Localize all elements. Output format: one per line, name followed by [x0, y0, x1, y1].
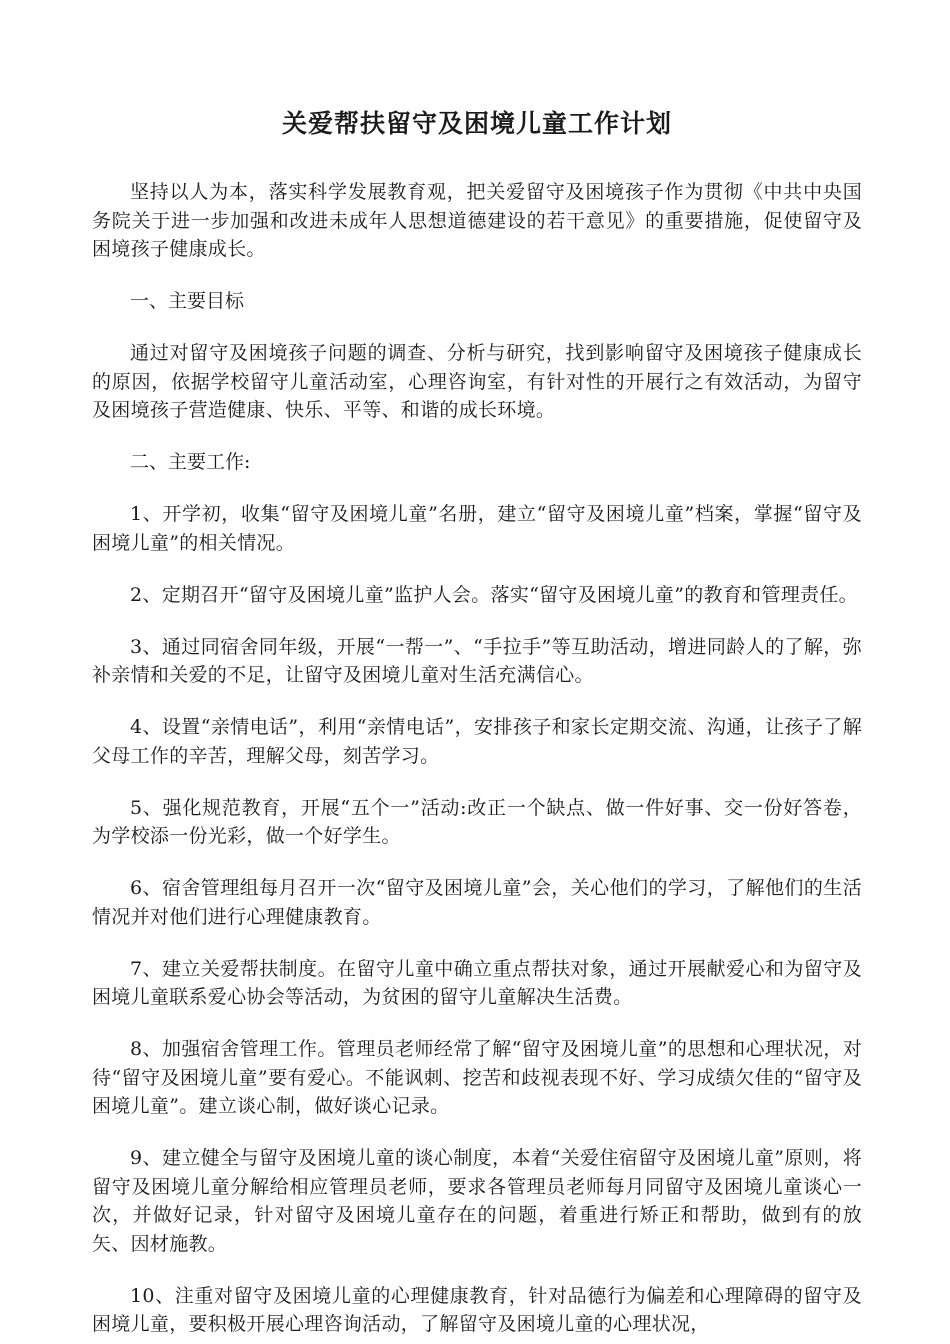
goals-paragraph: 通过对留守及困境孩子问题的调查、分析与研究，找到影响留守及困境孩子健康成长的原因，依据学校留守儿童活动室，心理咨询室，有针对性的开展行之有效活动，为留守及困境孩子营造健康、快乐、平等、和谐的成长环境。 [92, 342, 862, 421]
work-item-2: 2、定期召开“留守及困境儿童”监护人会。落实“留守及困境儿童”的教育和管理责任。 [130, 583, 858, 606]
work-item-7: 7、建立关爱帮扶制度。在留守儿童中确立重点帮扶对象，通过开展献爱心和为留守及困境儿童联系爱心协会等活动，为贫困的留守儿童解决生活费。 [92, 957, 862, 1008]
work-item-3: 3、通过同宿舍同年级，开展“一帮一”、“手拉手”等互助活动，增进同龄人的了解，弥补亲情和关爱的不足，让留守及困境儿童对生活充满信心。 [92, 635, 862, 686]
intro-paragraph: 坚持以人为本，落实科学发展教育观，把关爱留守及困境孩子作为贯彻《中共中央国务院关于进一步加强和改进未成年人思想道德建设的若干意见》的重要措施，促使留守及困境孩子健康成长。 [92, 181, 862, 260]
work-item-6: 6、宿舍管理组每月召开一次“留守及困境儿童”会，关心他们的学习，了解他们的生活情况并对他们进行心理健康教育。 [92, 877, 862, 928]
work-item-9: 9、建立健全与留守及困境儿童的谈心制度，本着“关爱住宿留守及困境儿童”原则，将留守及困境儿童分解给相应管理员老师，要求各管理员老师每月同留守及困境儿童谈心一次，并做好记录，针对留守及困境儿童存在的问题，着重进行矫正和帮助，做到有的放矢、因材施教。 [92, 1147, 862, 1255]
section-heading-goals: 一、主要目标 [130, 290, 245, 312]
work-item-8: 8、加强宿舍管理工作。管理员老师经常了解“留守及困境儿童”的思想和心理状况，对待“留守及困境儿童”要有爱心。不能讽刺、挖苦和歧视表现不好、学习成绩欠佳的“留守及困境儿童”。建立谈心制，做好谈心记录。 [92, 1038, 862, 1117]
work-item-10: 10、注重对留守及困境儿童的心理健康教育，针对品德行为偏差和心理障碍的留守及困境儿童，要积极开展心理咨询活动，了解留守及困境儿童的心理状况， [92, 1284, 862, 1335]
work-item-5: 5、强化规范教育，开展“五个一”活动:改正一个缺点、做一件好事、交一份好答卷，为学校添一份光彩，做一个好学生。 [92, 796, 862, 847]
document-title: 关爱帮扶留守及困境儿童工作计划 [281, 109, 672, 138]
section-heading-work: 二、主要工作: [130, 451, 251, 473]
document-page [92, 104, 862, 1339]
work-item-1: 1、开学初，收集“留守及困境儿童”名册，建立“留守及困境儿童”档案，掌握“留守及困境儿童”的相关情况。 [92, 503, 862, 554]
work-item-4: 4、设置“亲情电话”，利用“亲情电话”，安排孩子和家长定期交流、沟通，让孩子了解父母工作的辛苦，理解父母，刻苦学习。 [92, 716, 862, 767]
